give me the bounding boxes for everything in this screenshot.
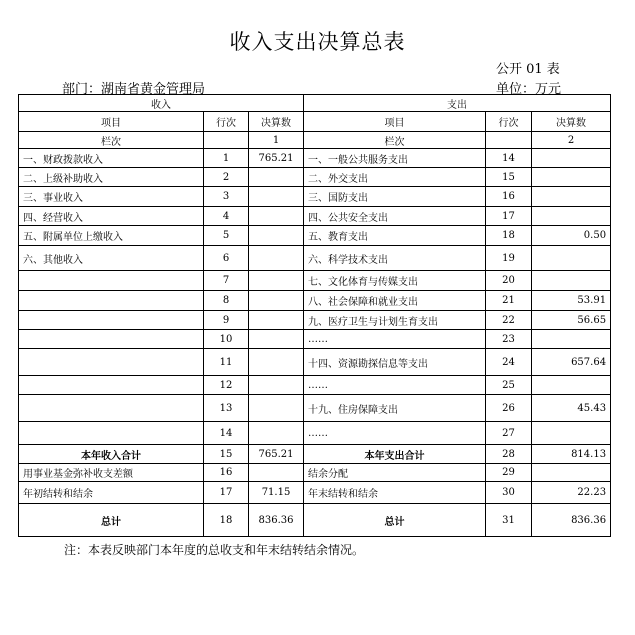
table-row [19,376,611,395]
income-row-no: 8 [204,291,249,311]
expense-amount: 56.65 [532,311,611,330]
income-grand-total-label: 总计 [19,504,204,537]
income-row-no: 2 [204,168,249,187]
beginning-balance-label: 年初结转和结余 [19,482,204,504]
income-row-no: 13 [204,395,249,422]
income-item [19,395,204,422]
expense-amount-header: 决算数 [532,112,611,132]
income-amount [249,187,304,207]
income-section-header: 收入 [19,95,304,112]
ending-balance-row-no: 30 [486,482,532,504]
expense-row-no: 17 [486,207,532,226]
expense-amount [532,376,611,395]
income-item: 一、财政拨款收入 [19,149,204,168]
income-expense-table [18,94,611,537]
income-amount-header: 决算数 [249,112,304,132]
table-row [19,149,611,168]
income-row-no: 1 [204,149,249,168]
section-header-row [19,95,611,112]
expense-item: …… [304,376,486,395]
fund-gap-row-no: 16 [204,464,249,482]
table-row [19,226,611,246]
table-row [19,330,611,349]
expense-amount [532,330,611,349]
expense-grand-total-row-no: 31 [486,504,532,537]
expense-item: …… [304,330,486,349]
table-row [19,207,611,226]
table-row [19,168,611,187]
income-row-no: 6 [204,246,249,271]
income-total-row-no: 15 [204,445,249,464]
income-grand-total-row-no: 18 [204,504,249,537]
carryover-row [19,482,611,504]
page-title: 收入支出决算总表 [229,30,406,54]
expense-grand-total-label: 总计 [304,504,486,537]
expense-row-no: 27 [486,422,532,445]
expense-column-number: 2 [532,132,611,149]
fund-gap-label: 用事业基金弥补收支差额 [19,464,204,482]
grand-total-row [19,504,611,537]
expense-item: 八、社会保障和就业支出 [304,291,486,311]
income-row-no: 11 [204,349,249,376]
expense-item: …… [304,422,486,445]
income-row-no: 5 [204,226,249,246]
income-row-no: 9 [204,311,249,330]
surplus-distribution-label: 结余分配 [304,464,486,482]
income-item [19,311,204,330]
expense-amount [532,271,611,291]
expense-item: 六、科学技术支出 [304,246,486,271]
income-amount [249,168,304,187]
expense-row-no-header: 行次 [486,112,532,132]
expense-row-no: 16 [486,187,532,207]
income-amount [249,422,304,445]
income-amount [249,291,304,311]
expense-amount [532,422,611,445]
expense-item: 九、医疗卫生与计划生育支出 [304,311,486,330]
table-row [19,349,611,376]
expense-row-no: 20 [486,271,532,291]
income-amount [249,349,304,376]
income-amount [249,226,304,246]
beginning-balance-row-no: 17 [204,482,249,504]
surplus-distribution-amount [532,464,611,482]
income-item-header: 项目 [19,112,204,132]
income-amount: 765.21 [249,149,304,168]
income-row-no-header: 行次 [204,112,249,132]
fund-distribution-row [19,464,611,482]
income-item [19,330,204,349]
ending-balance-label: 年末结转和结余 [304,482,486,504]
income-amount [249,271,304,291]
income-column-label: 栏次 [19,132,204,149]
expense-amount [532,246,611,271]
expense-amount [532,187,611,207]
expense-row-no: 22 [486,311,532,330]
fund-gap-amount [249,464,304,482]
expense-item: 三、国防支出 [304,187,486,207]
expense-row-no: 14 [486,149,532,168]
table-row [19,422,611,445]
expense-total-amount: 814.13 [532,445,611,464]
income-item: 四、经营收入 [19,207,204,226]
expense-grand-total-amount: 836.36 [532,504,611,537]
income-amount [249,376,304,395]
income-amount [249,246,304,271]
table-row [19,271,611,291]
expense-row-no: 19 [486,246,532,271]
expense-item: 十九、住房保障支出 [304,395,486,422]
expense-row-no: 24 [486,349,532,376]
beginning-balance-amount: 71.15 [249,482,304,504]
income-row-no: 14 [204,422,249,445]
form-number: 公开 01 表 [496,62,560,77]
expense-row-no: 15 [486,168,532,187]
expense-item: 七、文化体育与传媒支出 [304,271,486,291]
income-item: 五、附属单位上缴收入 [19,226,204,246]
income-grand-total-amount: 836.36 [249,504,304,537]
table-row [19,246,611,271]
unit-label: 单位：万元 [496,82,562,97]
income-item [19,271,204,291]
income-item: 二、上级补助收入 [19,168,204,187]
expense-row-no: 18 [486,226,532,246]
expense-item: 四、公共安全支出 [304,207,486,226]
surplus-distribution-row-no: 29 [486,464,532,482]
expense-column-label: 栏次 [304,132,486,149]
income-amount [249,395,304,422]
expense-item-header: 项目 [304,112,486,132]
expense-item: 五、教育支出 [304,226,486,246]
income-row-no: 4 [204,207,249,226]
expense-total-row-no: 28 [486,445,532,464]
income-item: 六、其他收入 [19,246,204,271]
income-row-no: 7 [204,271,249,291]
table-row [19,311,611,330]
table-row [19,187,611,207]
column-label-row [19,132,611,149]
expense-amount: 45.43 [532,395,611,422]
expense-section-header: 支出 [304,95,611,112]
expense-amount [532,207,611,226]
income-amount [249,311,304,330]
expense-amount: 0.50 [532,226,611,246]
expense-row-no: 26 [486,395,532,422]
expense-row-no: 25 [486,376,532,395]
expense-item: 十四、资源勘探信息等支出 [304,349,486,376]
income-amount [249,330,304,349]
expense-amount [532,168,611,187]
income-row-no: 3 [204,187,249,207]
expense-total-label: 本年支出合计 [304,445,486,464]
income-item [19,349,204,376]
expense-row-no: 23 [486,330,532,349]
table-row [19,291,611,311]
expense-row-no: 21 [486,291,532,311]
income-item [19,422,204,445]
expense-amount [532,149,611,168]
income-total-label: 本年收入合计 [19,445,204,464]
expense-item: 二、外交支出 [304,168,486,187]
expense-item: 一、一般公共服务支出 [304,149,486,168]
income-item [19,291,204,311]
column-header-row [19,112,611,132]
expense-amount: 53.91 [532,291,611,311]
expense-amount: 657.64 [532,349,611,376]
income-column-number: 1 [249,132,304,149]
year-total-row [19,445,611,464]
table-row [19,395,611,422]
department-label: 部门：湖南省黄金管理局 [62,82,206,97]
income-amount [249,207,304,226]
income-total-amount: 765.21 [249,445,304,464]
income-item: 三、事业收入 [19,187,204,207]
income-row-no: 12 [204,376,249,395]
income-item [19,376,204,395]
footnote: 注：本表反映部门本年度的总收支和年末结转结余情况。 [64,543,365,557]
income-row-no: 10 [204,330,249,349]
ending-balance-amount: 22.23 [532,482,611,504]
